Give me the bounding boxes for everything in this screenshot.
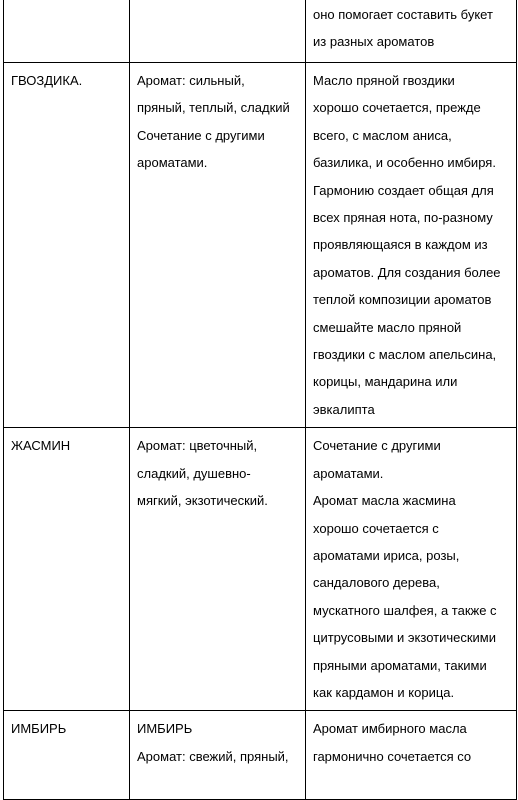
text-line: всего, с маслом аниса,: [313, 127, 452, 143]
text-line: Аромат: сильный,: [137, 73, 245, 88]
text-line: Аромат: свежий, пряный,: [137, 748, 289, 764]
text-line: оно помогает составить букет: [313, 7, 493, 22]
name-cell: [4, 63, 130, 428]
name-cell: [4, 0, 130, 63]
combination-cell: [306, 428, 517, 711]
table-row: [4, 0, 517, 63]
text-line: теплой композиции ароматов: [313, 292, 492, 308]
aroma-table: [3, 0, 517, 800]
aroma-cell: [130, 0, 306, 63]
text-line: сладкий, душевно-: [137, 465, 251, 481]
combination-cell: [306, 711, 517, 800]
text-line: ИМБИРЬ: [137, 721, 193, 737]
table-row: [4, 428, 517, 711]
text-line: Гармонию создает общая для: [313, 182, 494, 198]
text-line: ароматов. Для создания более: [313, 264, 501, 280]
text-line: мускатного шалфея, а также с: [313, 602, 497, 618]
text-line: Аромат имбирного масла: [313, 721, 467, 737]
text-line: эвкалипта: [313, 401, 375, 417]
text-line: пряными ароматами, такими: [313, 657, 487, 673]
combination-cell: [306, 63, 517, 428]
text-line: проявляющаяся в каждом из: [313, 237, 488, 253]
plant-name: ГВОЗДИКА.: [11, 73, 83, 88]
combination-cell: [306, 0, 517, 63]
text-line: ароматами.: [137, 155, 208, 171]
text-line: Масло пряной гвоздики: [313, 73, 455, 88]
text-line: из разных ароматов: [313, 34, 435, 50]
text-line: всех пряная нота, по-разному: [313, 210, 493, 226]
text-line: ароматами.: [313, 465, 384, 481]
text-line: хорошо сочетается, прежде: [313, 100, 481, 116]
name-cell: [4, 428, 130, 711]
text-line: гармонично сочетается со: [313, 748, 472, 764]
aroma-cell: [130, 428, 306, 711]
plant-name: ЖАСМИН: [11, 438, 71, 454]
table-row: [4, 711, 517, 800]
plant-name: ИМБИРЬ: [11, 721, 67, 737]
aroma-cell: [130, 711, 306, 800]
text-line: мягкий, экзотический.: [137, 493, 268, 509]
text-line: цитрусовыми и экзотическими: [313, 630, 497, 646]
text-line: корицы, мандарина или: [313, 374, 458, 390]
text-line: Аромат масла жасмина: [313, 493, 456, 509]
text-line: как кардамон и корица.: [313, 684, 455, 700]
text-line: Аромат: цветочный,: [137, 438, 258, 454]
text-line: пряный, теплый, сладкий: [137, 100, 290, 116]
text-line: базилика, и особенно имбиря.: [313, 155, 496, 171]
text-line: Сочетание с другими: [313, 438, 441, 454]
text-line: сандалового дерева,: [313, 575, 440, 591]
name-cell: [4, 711, 130, 800]
text-line: Сочетание с другими: [137, 127, 265, 143]
table-row: [4, 63, 517, 428]
text-line: хорошо сочетается с: [313, 520, 439, 536]
text-line: гвоздики с маслом апельсина,: [313, 347, 497, 363]
text-line: смешайте масло пряной: [313, 319, 462, 335]
text-line: ароматами ириса, розы,: [313, 547, 460, 563]
aroma-cell: [130, 63, 306, 428]
